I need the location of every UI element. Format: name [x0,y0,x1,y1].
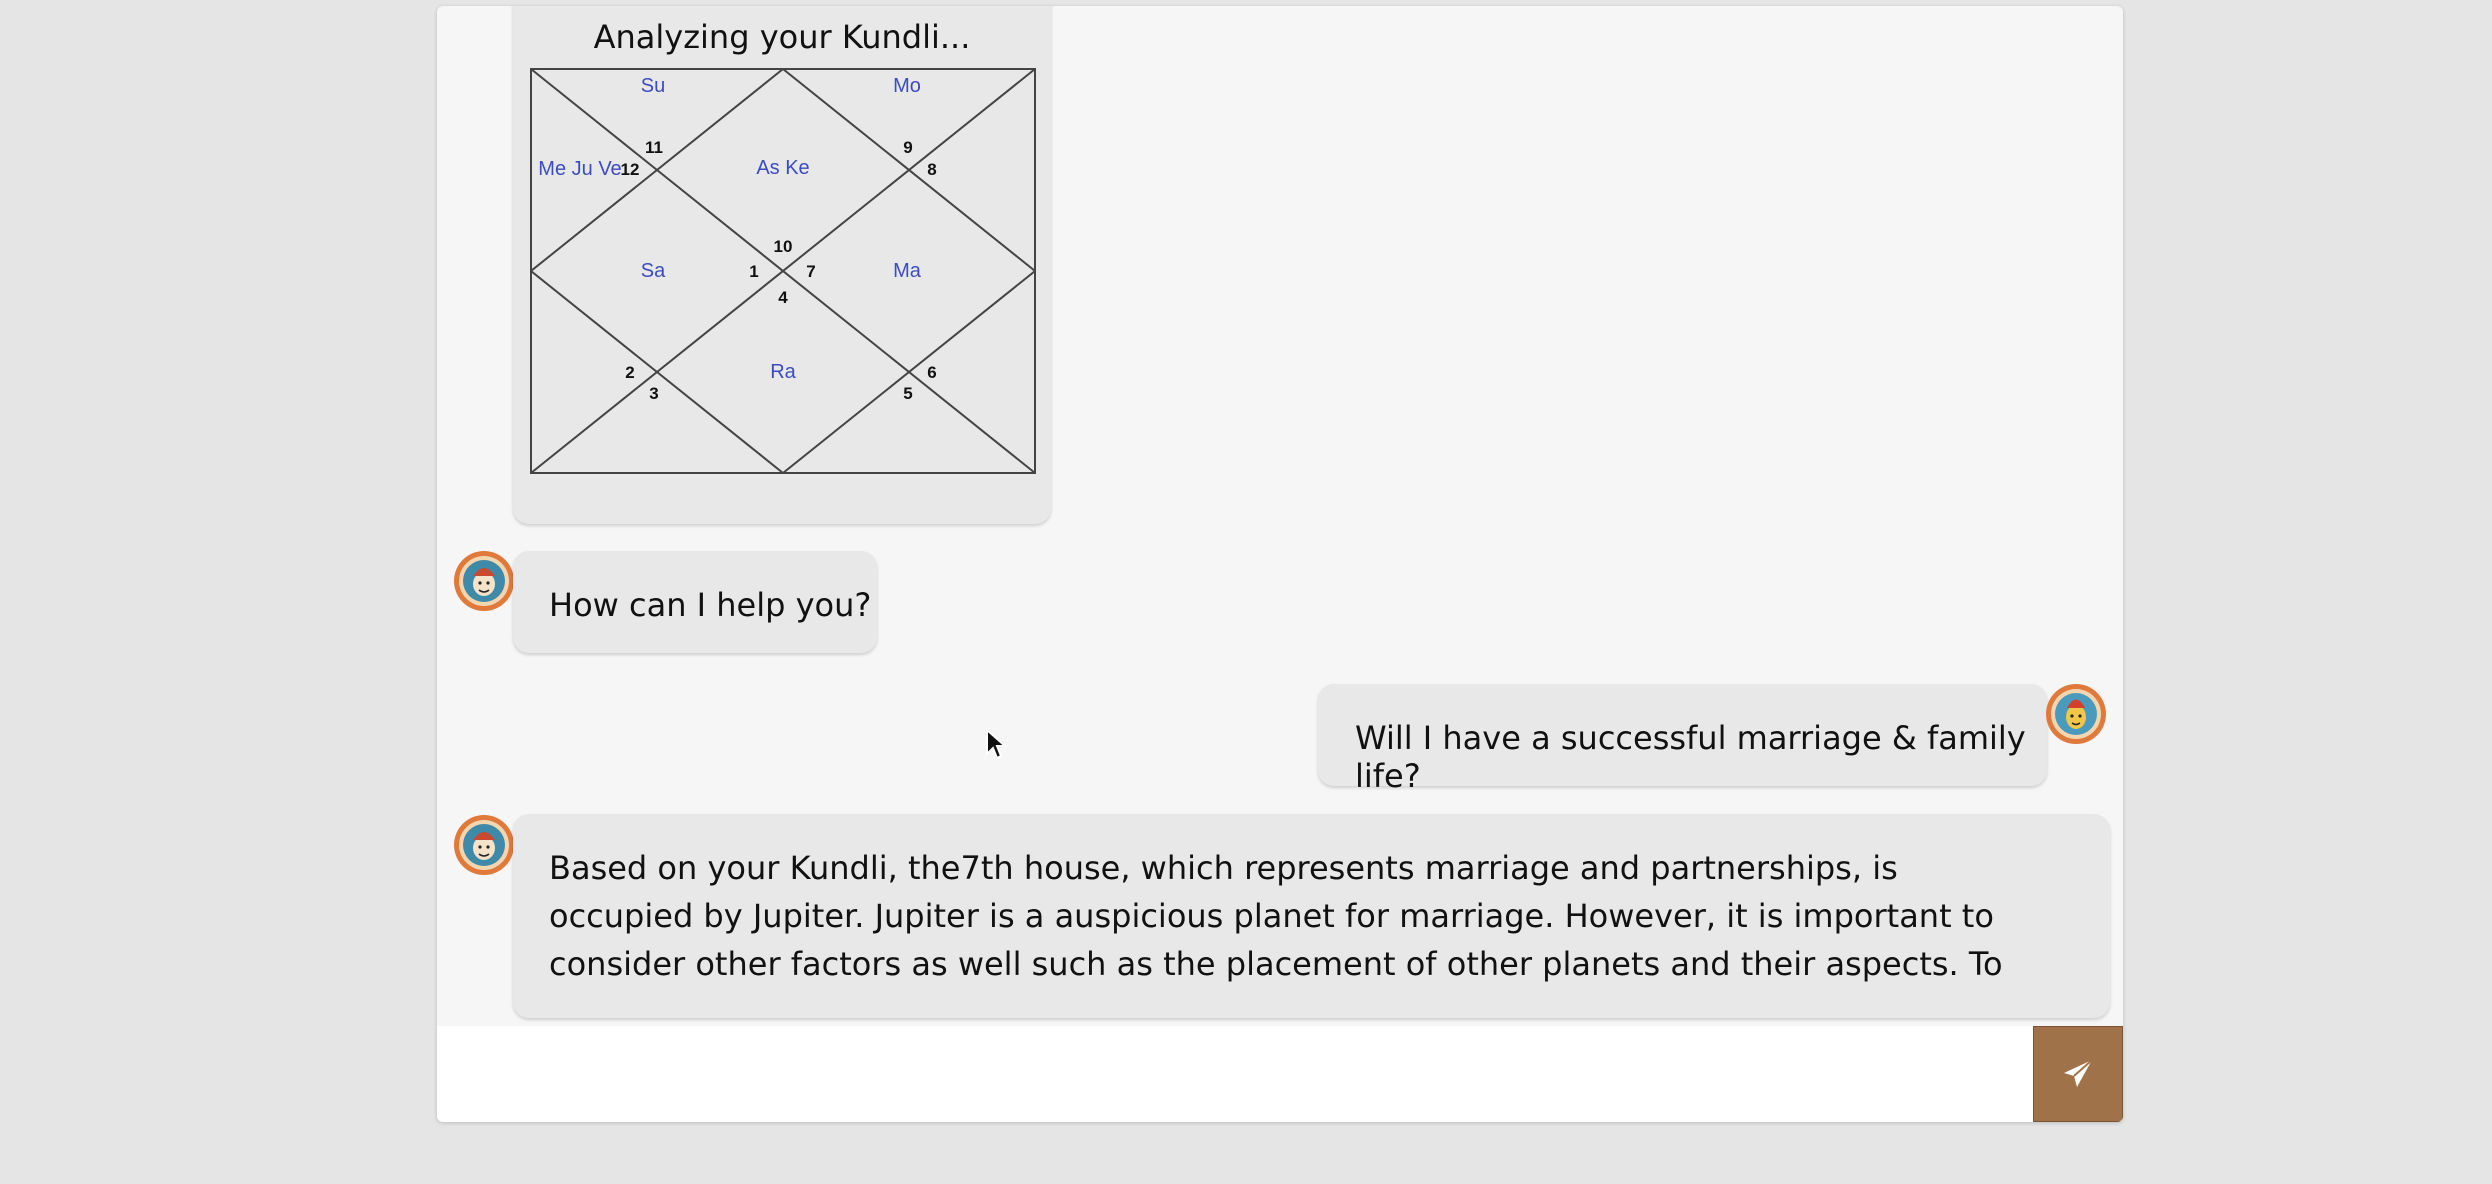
kundli-planet-mo: Mo [893,75,921,97]
house-number: 3 [649,384,659,403]
message-text: How can I help you? [549,586,872,624]
kundli-planet-su: Su [640,75,666,97]
kundli-message-bubble [513,6,1051,524]
house-number: 6 [927,363,937,382]
astrologer-avatar-icon [453,814,515,876]
house-number: 2 [625,363,635,382]
house-number: 5 [903,384,913,403]
house-number: 7 [806,262,816,281]
kundli-planet-me-ju-ve: Me Ju Ve [538,158,622,180]
astrologer-avatar-icon [453,550,515,612]
kundli-planet-as-ke: As Ke [756,157,810,179]
user-message-bubble [1318,684,2047,795]
kundli-planet-sa: Sa [640,260,666,282]
house-number: 11 [645,138,663,157]
chat-panel [437,6,2123,1122]
kundli-planet-ra: Ra [770,361,796,383]
message-input[interactable] [437,1026,2033,1122]
paper-plane-icon [2061,1057,2095,1091]
house-number: 1 [749,262,759,281]
house-number: 10 [773,237,793,256]
house-number: 4 [778,288,788,307]
send-button[interactable] [2033,1026,2123,1122]
assistant-message-bubble [513,814,2110,1018]
kundli-chart [530,68,1036,474]
message-text: Based on your Kundli, the7th house, which represents marriage and partnerships, is occupied by Jupiter. Jupiter is a auspicious planet for marriage. However, it is important to consider other factors as well such as the placement of other planets and their aspects. To [549,849,2003,983]
house-number: 9 [903,138,913,157]
user-avatar-icon [2045,683,2107,745]
house-number: 12 [620,160,640,179]
message-text: Will I have a successful marriage & family life? [1355,719,2026,795]
house-number: 8 [927,160,937,179]
message-composer [437,1026,2033,1122]
kundli-title: Analyzing your Kundli... [593,18,971,56]
mouse-cursor-icon [985,728,1007,760]
assistant-message-bubble [513,551,877,653]
kundli-planet-ma: Ma [893,260,921,282]
